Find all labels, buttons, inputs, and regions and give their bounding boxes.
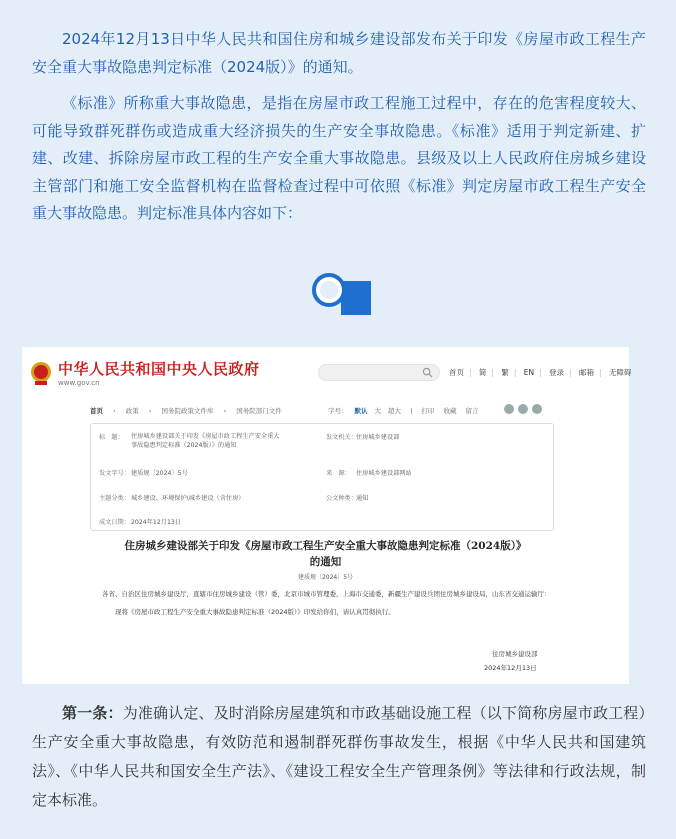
comment-button[interactable]: 留言 xyxy=(465,407,479,415)
intro-paragraph-1: 2024年12月13日中华人民共和国住房和城乡建设部发布关于印发《房屋市政工程生产安全重大事故隐患判定标准（2024版）》的通知。 xyxy=(32,30,646,76)
breadcrumb-dept-files[interactable]: 国务院部门文件 xyxy=(236,407,282,415)
font-size-default[interactable]: 默认 xyxy=(354,407,368,415)
wechat-share-icon[interactable] xyxy=(518,404,528,414)
document-title xyxy=(22,538,629,570)
weibo-share-icon[interactable] xyxy=(504,404,514,414)
meta-source-label: 来 源： xyxy=(326,470,351,477)
meta-type-label: 公文种类： xyxy=(326,495,357,502)
top-link-mail[interactable]: 邮箱 xyxy=(578,368,594,377)
meta-topic-label: 主题分类： xyxy=(99,495,130,502)
print-button[interactable]: 打印 xyxy=(421,407,435,415)
gov-site-header xyxy=(22,347,632,399)
intro-paragraph-2: 《标准》所称重大事故隐患，是指在房屋市政工程施工过程中，存在的危害程度较大、可能导致群死群伤或造成重大经济损失的生产安全事故隐患。《标准》适用于判定新建、扩建、改建、拆除房屋市政工程的生产安全重大事故隐患。县级及以上人民政府住房城乡建设主管部门和施工安全监督机构在监督检查过程中可依照《标准》判定房屋市政工程生产安全重大事故隐患。判定标准具体内容如下： xyxy=(32,94,646,222)
meta-date-value: 2024年12月13日 xyxy=(131,519,182,526)
document-number: 建质规〔2024〕5号 xyxy=(297,574,354,581)
search-input[interactable] xyxy=(318,364,440,381)
decorative-circle-icon xyxy=(307,273,373,319)
top-link-simplified[interactable]: 简 xyxy=(478,368,487,377)
font-size-label: 字号： xyxy=(328,407,348,415)
meta-docno-label: 发文字号： xyxy=(99,470,130,477)
breadcrumb: 首页 › 政策 › 国务院政策文件库 › 国务院部门文件 字号： 默认 大 超大 | 打印 收藏 留言 xyxy=(90,406,562,420)
meta-source-value: 住房城乡建设部网站 xyxy=(356,470,412,477)
meta-title-label: 标 题： xyxy=(99,434,124,441)
top-link-home[interactable]: 首页 xyxy=(449,368,464,377)
meta-issuer-value: 住房城乡建设部 xyxy=(356,434,400,441)
meta-topic-value: 城乡建设、环境保护\城乡建设（含住房） xyxy=(131,495,245,502)
article-1-paragraph xyxy=(32,699,646,815)
article-1-text: 为准确认定、及时消除房屋建筑和市政基础设施工程（以下简称房屋市政工程）生产安全重大事故隐患，有效防范和遏制群死群伤事故发生，根据《中华人民共和国建筑法》、《中华人民共和国安全生产法》、《建设工程安全生产管理条例》等法律和行政法规，制定本标准。 xyxy=(32,704,646,809)
font-size-large[interactable]: 大 xyxy=(374,407,381,415)
search-icon[interactable] xyxy=(422,367,433,378)
site-url: www.gov.cn xyxy=(58,379,100,387)
article-1-label: 第一条： xyxy=(62,704,123,722)
national-emblem-icon xyxy=(30,360,52,386)
document-text: 现将《房屋市政工程生产安全重大事故隐患判定标准（2024版）》印发给你们，请认真贯彻执行。 xyxy=(115,608,395,616)
meta-title-value: 住房城乡建设部关于印发《房屋市政工程生产安全重大事故隐患判定标准（2024版）》的通知 xyxy=(131,433,280,449)
top-links: 首页 | 简 | 繁 | EN | 登录 | 邮箱 | 无障碍 xyxy=(449,368,632,377)
meta-issuer-label: 发文机关： xyxy=(326,434,357,441)
document-meta-table xyxy=(90,423,554,531)
share-icons xyxy=(504,404,546,414)
breadcrumb-policy-library[interactable]: 国务院政策文件库 xyxy=(161,407,214,415)
meta-docno-value: 建质规〔2024〕5号 xyxy=(131,470,188,477)
top-link-login[interactable]: 登录 xyxy=(549,368,565,377)
top-link-traditional[interactable]: 繁 xyxy=(501,368,509,377)
signature-date: 2024年12月13日 xyxy=(484,664,537,672)
meta-date-label: 成文日期： xyxy=(99,519,130,526)
page-tools: 字号： 默认 大 超大 | 打印 收藏 留言 xyxy=(328,407,479,415)
font-size-xlarge[interactable]: 超大 xyxy=(388,407,401,415)
more-share-icon[interactable] xyxy=(532,404,542,414)
document-body xyxy=(102,588,552,619)
top-link-accessibility[interactable]: 无障碍 xyxy=(608,368,632,377)
document-recipients: 各省、自治区住房城乡建设厅，直辖市住房城乡建设（管）委，北京市城市管理委，上海市交通委，新疆生产建设兵团住房城乡建设局，山东省交通运输厅： xyxy=(102,590,551,598)
meta-type-value: 通知 xyxy=(356,495,369,502)
top-link-english[interactable]: EN xyxy=(523,368,535,377)
breadcrumb-policy[interactable]: 政策 xyxy=(125,407,139,415)
site-title[interactable]: 中华人民共和国中央人民政府 xyxy=(58,360,260,378)
document-title-line-2: 的通知 xyxy=(309,556,342,568)
signature-org: 住房城乡建设部 xyxy=(492,650,538,658)
document-title-line-1: 住房城乡建设部关于印发《房屋市政工程生产安全重大事故隐患判定标准（2024版）》 xyxy=(124,540,527,552)
breadcrumb-home[interactable]: 首页 xyxy=(90,407,103,415)
favorite-button[interactable]: 收藏 xyxy=(443,407,457,415)
gov-notice-screenshot xyxy=(22,347,632,684)
